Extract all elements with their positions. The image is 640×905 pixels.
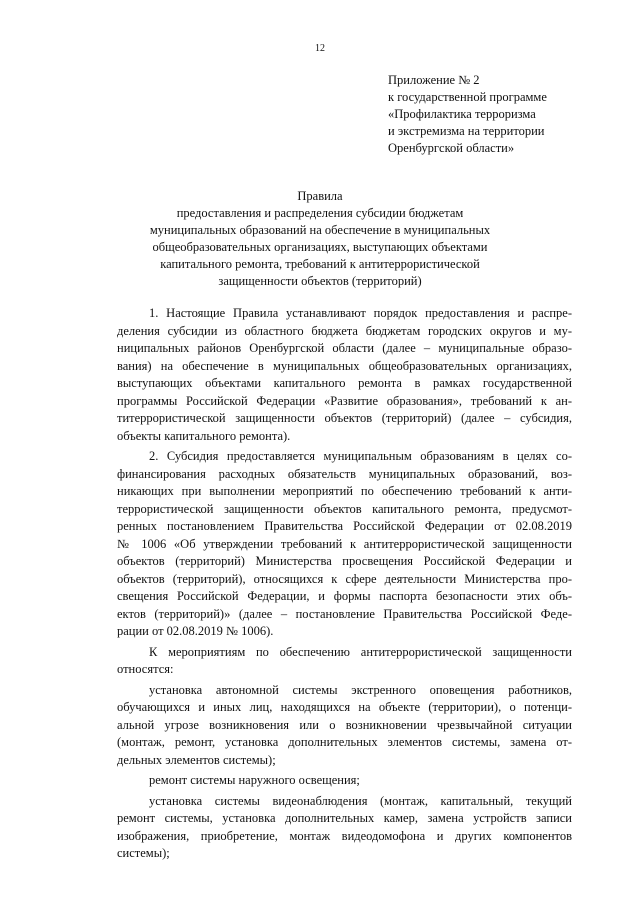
subtitle-line: защищенности объектов (территорий) (218, 274, 422, 288)
paragraph-line: ремонт системы, установка дополнительных камер, замена устройств записи (117, 811, 572, 825)
paragraph-line: ектов (территорий)» (далее – постановление Правительства Российской Феде- (117, 606, 572, 621)
paragraph-line: установка системы видеонаблюдения (монтаж, капитальный, текущий (149, 793, 572, 808)
body-paragraph (117, 448, 572, 641)
paragraph-line: системы); (117, 846, 170, 860)
paragraph-line: вания) на обеспечение в муниципальных общеобразовательных организациях, (117, 358, 572, 373)
paragraph-line: изображения, приобретение, монтаж видеодомофона и других компонентов (117, 828, 572, 843)
appendix-line: к государственной программе (388, 90, 547, 104)
paragraph-line: программы Российской Федерации «Развитие образования», требований к ан- (117, 393, 572, 408)
paragraph-line: установка автономной системы экстренного оповещения работников, (149, 682, 572, 697)
appendix-line: и экстремизма на территории (388, 124, 545, 138)
paragraph-line: (монтаж, ремонт, установка дополнительных элементов системы, замена от- (117, 735, 572, 749)
paragraph-line: обучающихся и иных лиц, находящихся на объекте (территории), о потенци- (117, 700, 572, 714)
paragraph-line: выступающих объектами капитального ремонта в рамках государственной (117, 376, 572, 390)
document-body (117, 305, 572, 866)
paragraph-line: объектов (территорий) Министерства просвещения Российской Федерации и (117, 554, 572, 568)
paragraph-line: № 1006 «Об утверждении требований к антитеррористической защищенности (117, 536, 572, 551)
body-paragraph (117, 772, 572, 790)
paragraph-line: ренных постановлением Правительства Российской Федерации от 02.08.2019 (117, 519, 572, 533)
paragraph-line: объектов (территорий), относящихся к сфере деятельности Министерства про- (117, 571, 572, 586)
subtitle-line: общеобразовательных организациях, выступающих объектами (152, 240, 488, 254)
rules-title: Правила (297, 189, 343, 203)
paragraph-line: 2. Субсидия предоставляется муниципальным образованиям в целях со- (149, 449, 572, 463)
paragraph-line: ремонт системы наружного освещения; (149, 773, 360, 787)
paragraph-line: финансирования расходных обязательств муниципальных образований, воз- (117, 466, 572, 481)
subtitle-line: предоставления и распределения субсидии бюджетам (176, 206, 464, 220)
paragraph-line: рации от 02.08.2019 № 1006). (117, 624, 274, 638)
body-paragraph (117, 644, 572, 679)
body-paragraph (117, 793, 572, 863)
paragraph-line: титеррористической защищенности объектов (территорий) (далее – субсидия, (117, 411, 572, 425)
body-paragraph (117, 682, 572, 770)
paragraph-line: 1. Настоящие Правила устанавливают порядок предоставления и распре- (149, 306, 572, 320)
appendix-header (388, 72, 628, 157)
rules-subtitle (0, 205, 640, 290)
paragraph-line: относятся: (117, 662, 174, 676)
paragraph-line: никающих при выполнении мероприятий по обеспечению требований к анти- (117, 484, 572, 498)
appendix-line: Приложение № 2 (388, 73, 480, 87)
subtitle-line: муниципальных образований на обеспечение в муниципальных (149, 223, 491, 237)
paragraph-line: альной угрозе возникновения или о возникновении чрезвычайной ситуации (117, 717, 572, 732)
paragraph-line: деления субсидии из областного бюджета бюджетам городских округов и му- (117, 323, 572, 338)
paragraph-line: дельных элементов системы); (117, 752, 276, 767)
paragraph-line: объекты капитального ремонта). (117, 428, 291, 443)
paragraph-line: свещения Российской Федерации, и формы паспорта безопасности этих объ- (117, 589, 572, 603)
paragraph-line: К мероприятиям по обеспечению антитеррористической защищенности (149, 644, 572, 659)
body-paragraph (117, 305, 572, 445)
paragraph-line: ниципальных районов Оренбургской области (далее – муниципальные образо- (117, 341, 572, 355)
paragraph-line: террористической защищенности объектов капитального ремонта, предусмот- (117, 501, 572, 516)
page-number: 12 (315, 43, 325, 54)
appendix-line: «Профилактика терроризма (388, 107, 536, 121)
appendix-line: Оренбургской области» (388, 141, 515, 155)
subtitle-line: капитального ремонта, требований к антитеррористической (160, 257, 480, 271)
